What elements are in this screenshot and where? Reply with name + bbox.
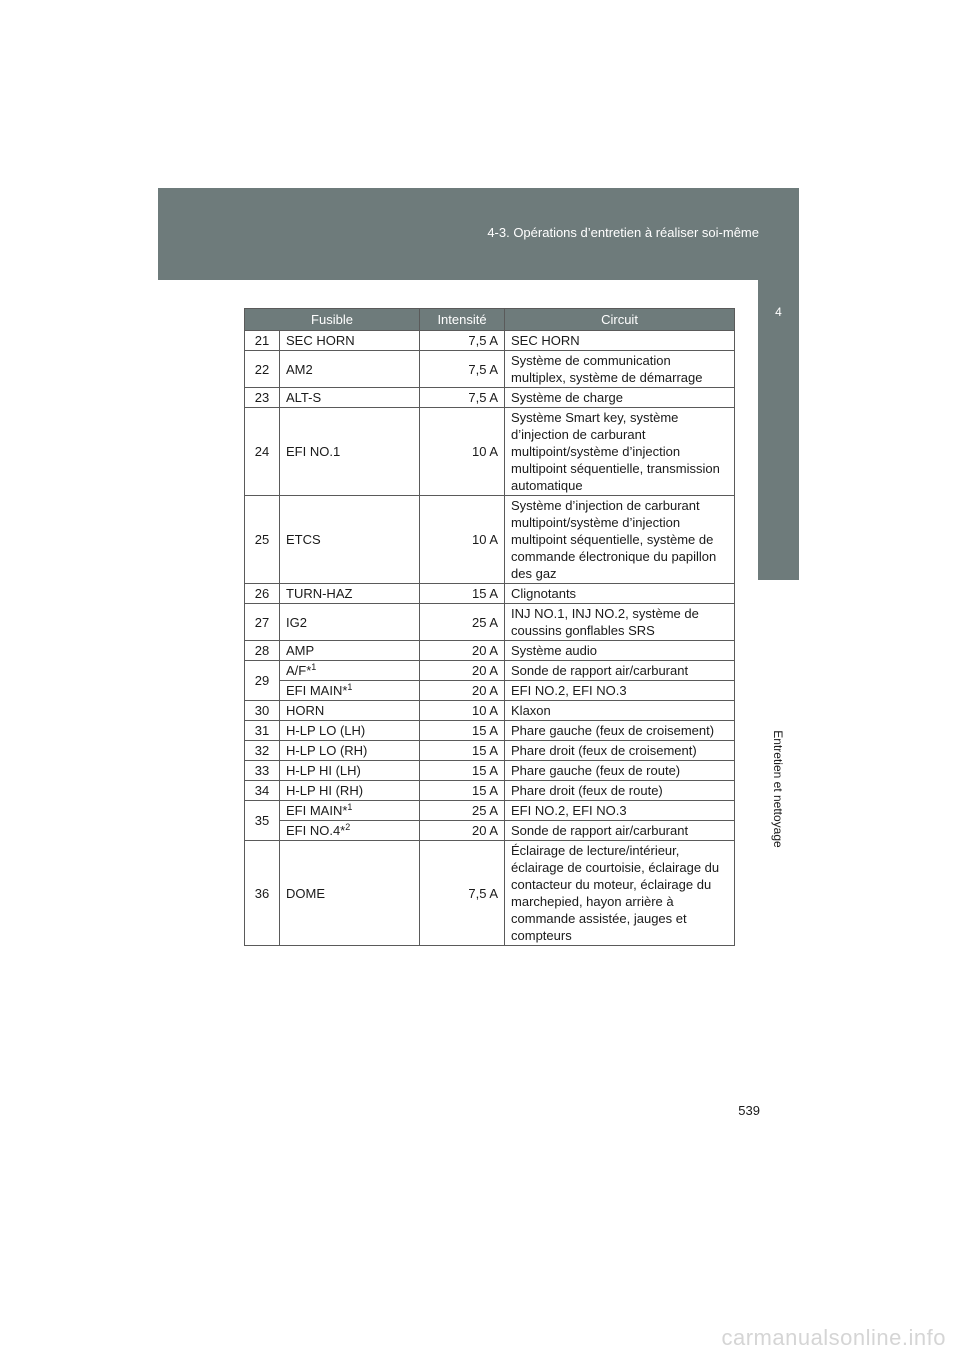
fuse-circuit: Sonde de rapport air/carburant [505,661,735,681]
section-header [158,188,799,280]
fuse-name: A/F* [286,663,312,678]
fuse-circuit: Éclairage de lecture/intérieur, éclairage de courtoisie, éclairage du contacteur du moteur, éclairage du marchepied, hayon arrière à commande assistée, jauges et compteurs [505,841,735,946]
fuse-amperage: 7,5 A [420,351,505,388]
fuse-number: 36 [245,841,280,946]
table-row [245,331,735,351]
fuse-circuit: EFI NO.2, EFI NO.3 [505,681,735,701]
fuse-name: H-LP HI (RH) [280,781,420,801]
fuse-table [244,308,735,946]
column-header-amperage: Intensité [420,309,505,331]
fuse-circuit: Phare gauche (feux de croisement) [505,721,735,741]
table-row [245,584,735,604]
fuse-number: 27 [245,604,280,641]
fuse-amperage: 10 A [420,701,505,721]
fuse-name: EFI MAIN* [286,683,348,698]
fuse-number: 34 [245,781,280,801]
fuse-name-cell [280,821,420,841]
fuse-table-body [245,331,735,946]
fuse-name: ETCS [280,496,420,584]
fuse-circuit: Klaxon [505,701,735,721]
fuse-amperage: 25 A [420,604,505,641]
fuse-amperage: 25 A [420,801,505,821]
fuse-circuit: Sonde de rapport air/carburant [505,821,735,841]
fuse-number: 32 [245,741,280,761]
table-header-row [245,309,735,331]
table-row [245,641,735,661]
fuse-amperage: 10 A [420,496,505,584]
fuse-amperage: 10 A [420,408,505,496]
fuse-number: 33 [245,761,280,781]
fuse-circuit: SEC HORN [505,331,735,351]
fuse-name: H-LP HI (LH) [280,761,420,781]
fuse-circuit: Phare droit (feux de croisement) [505,741,735,761]
fuse-amperage: 20 A [420,641,505,661]
fuse-circuit: Phare droit (feux de route) [505,781,735,801]
fuse-number: 35 [245,801,280,841]
fuse-name: EFI NO.4* [286,823,346,838]
chapter-number: 4 [775,305,782,319]
fuse-name: ALT-S [280,388,420,408]
table-row [245,741,735,761]
fuse-circuit: Système de communication multiplex, système de démarrage [505,351,735,388]
fuse-amperage: 7,5 A [420,388,505,408]
table-row [245,661,735,681]
page-number: 539 [738,1103,760,1118]
fuse-number: 29 [245,661,280,701]
chapter-tab [758,280,799,580]
table-row [245,604,735,641]
fuse-amperage: 15 A [420,584,505,604]
table-row [245,701,735,721]
fuse-name: IG2 [280,604,420,641]
table-row [245,821,735,841]
chapter-label [771,714,785,864]
fuse-amperage: 20 A [420,681,505,701]
fuse-name: AM2 [280,351,420,388]
fuse-circuit: Système de charge [505,388,735,408]
table-row [245,388,735,408]
footnote-marker: 1 [347,682,353,692]
table-row [245,408,735,496]
table-row [245,801,735,821]
fuse-circuit: EFI NO.2, EFI NO.3 [505,801,735,821]
fuse-number: 24 [245,408,280,496]
footnote-marker: 1 [347,802,353,812]
fuse-name: SEC HORN [280,331,420,351]
table-row [245,496,735,584]
fuse-amperage: 7,5 A [420,841,505,946]
fuse-circuit: Phare gauche (feux de route) [505,761,735,781]
fuse-circuit: INJ NO.1, INJ NO.2, système de coussins gonflables SRS [505,604,735,641]
fuse-number: 23 [245,388,280,408]
fuse-amperage: 15 A [420,741,505,761]
fuse-amperage: 20 A [420,821,505,841]
fuse-amperage: 15 A [420,781,505,801]
column-header-fuse: Fusible [245,309,420,331]
fuse-name: DOME [280,841,420,946]
footnote-marker: 2 [345,822,351,832]
fuse-circuit: Clignotants [505,584,735,604]
section-title: 4-3. Opérations d’entretien à réaliser soi-même [487,225,759,240]
fuse-number: 25 [245,496,280,584]
chapter-label-text: Entretien et nettoyage [771,730,785,848]
column-header-circuit: Circuit [505,309,735,331]
fuse-number: 21 [245,331,280,351]
fuse-name: H-LP LO (RH) [280,741,420,761]
fuse-name-cell [280,801,420,821]
fuse-amperage: 20 A [420,661,505,681]
fuse-number: 26 [245,584,280,604]
fuse-amperage: 7,5 A [420,331,505,351]
fuse-name: HORN [280,701,420,721]
fuse-name: AMP [280,641,420,661]
footnote-marker: 1 [311,662,317,672]
table-row [245,351,735,388]
table-row [245,761,735,781]
fuse-amperage: 15 A [420,761,505,781]
fuse-number: 31 [245,721,280,741]
fuse-circuit: Système d’injection de carburant multipoint/système d’injection multipoint séquentielle, système de commande électronique du papillon des gaz [505,496,735,584]
fuse-name: H-LP LO (LH) [280,721,420,741]
fuse-name: EFI MAIN* [286,803,348,818]
watermark: carmanualsonline.info [721,1325,946,1350]
fuse-name-cell [280,661,420,681]
fuse-circuit: Système Smart key, système d’injection de carburant multipoint/système d’injection multipoint séquentielle, transmission automatique [505,408,735,496]
table-row [245,781,735,801]
fuse-number: 30 [245,701,280,721]
fuse-name-cell [280,681,420,701]
fuse-amperage: 15 A [420,721,505,741]
fuse-name: TURN-HAZ [280,584,420,604]
table-row [245,681,735,701]
table-row [245,721,735,741]
fuse-circuit: Système audio [505,641,735,661]
table-row [245,841,735,946]
fuse-number: 22 [245,351,280,388]
fuse-name: EFI NO.1 [280,408,420,496]
fuse-number: 28 [245,641,280,661]
